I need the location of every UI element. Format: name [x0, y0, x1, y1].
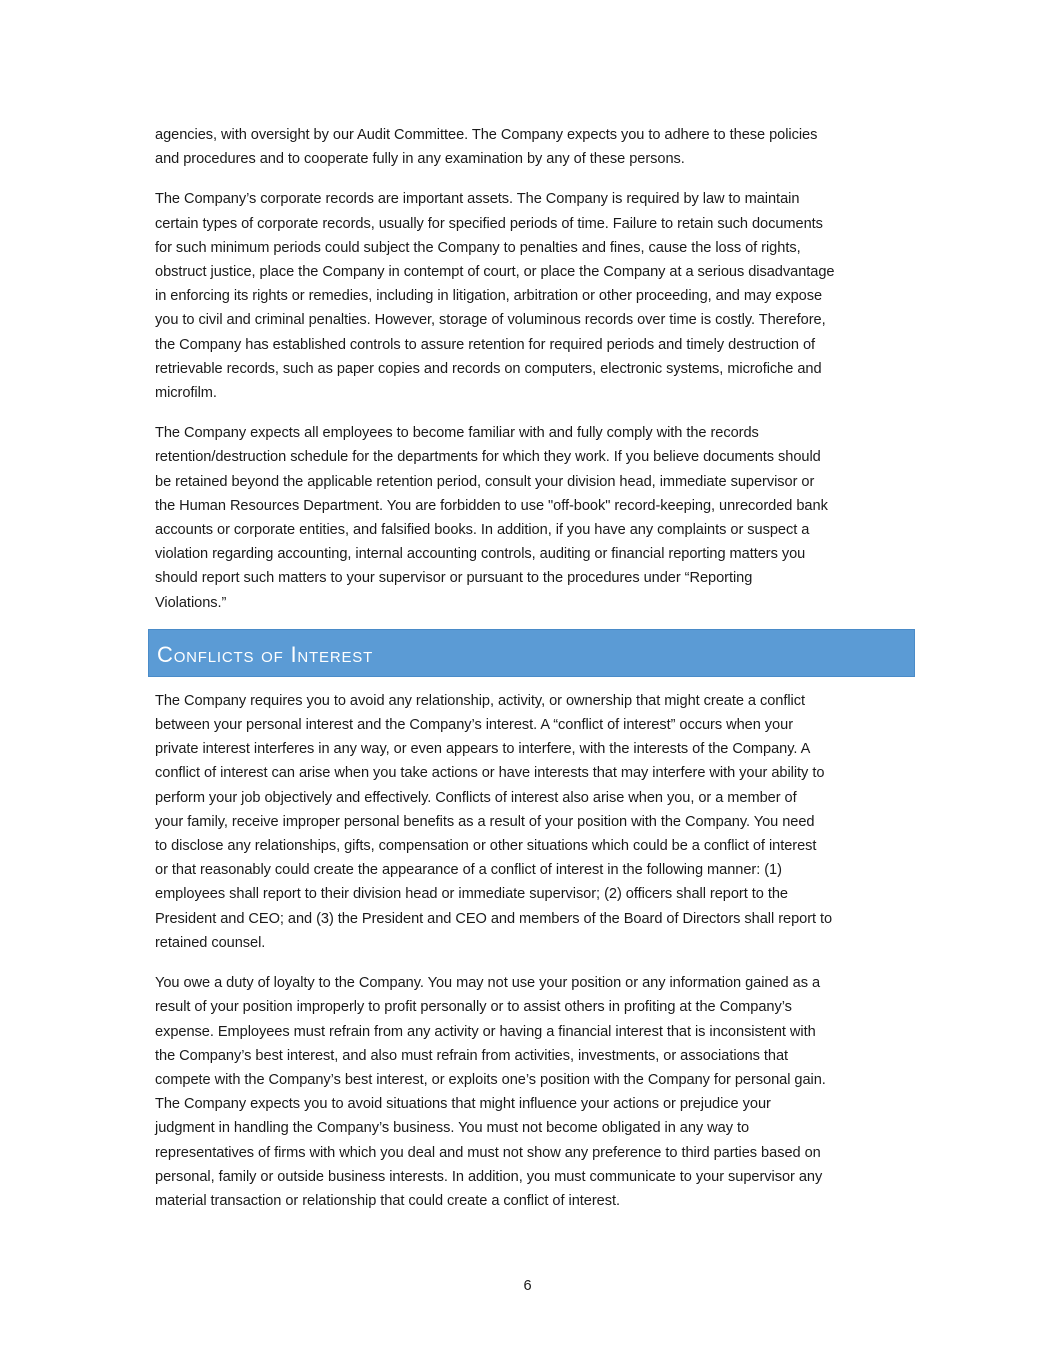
- section-heading: Conflicts of Interest: [157, 641, 374, 667]
- text-line: retrievable records, such as paper copies and records on computers, electronic systems, microfiche and: [155, 360, 822, 377]
- text-line: certain types of corporate records, usually for specified periods of time. Failure to retain such documents: [155, 215, 823, 232]
- paragraph-corporate-records: [155, 187, 915, 405]
- paragraph-records-retention: [155, 421, 915, 615]
- text-line: the Company has established controls to assure retention for required periods and timely destruction of: [155, 336, 816, 353]
- text-line: result of your position improperly to profit personally or to assist others in profiting at the Company’s: [155, 999, 792, 1016]
- text-line: the Company’s best interest, and also must refrain from activities, investments, or associations that: [155, 1047, 789, 1064]
- text-line: The Company’s corporate records are important assets. The Company is required by law to maintain: [155, 191, 800, 208]
- text-line: in enforcing its rights or remedies, including in litigation, arbitration or other proceeding, and may expose: [155, 288, 823, 305]
- text-line: private interest interferes in any way, or even appears to interfere, with the interests of the Company. A: [155, 741, 811, 758]
- text-line: conflict of interest can arise when you take actions or have interests that may interfere with your ability to: [155, 765, 825, 782]
- text-line: Violations.”: [155, 594, 227, 611]
- text-line: your family, receive improper personal benefits as a result of your position with the Company. You need: [155, 813, 815, 830]
- paragraph-audit-oversight: [155, 123, 915, 171]
- text-line: expense. Employees must refrain from any activity or having a financial interest that is inconsistent with: [155, 1023, 816, 1040]
- text-line: The Company expects all employees to become familiar with and fully comply with the records: [155, 425, 759, 442]
- paragraph-conflict-definition: [155, 689, 915, 955]
- text-line: and procedures and to cooperate fully in any examination by any of these persons.: [155, 151, 685, 168]
- text-line: The Company requires you to avoid any relationship, activity, or ownership that might create a conflict: [155, 692, 806, 709]
- text-line: to disclose any relationships, gifts, compensation or other situations which could be a conflict of interest: [155, 838, 817, 855]
- text-line: compete with the Company’s best interest, or exploits one’s position with the Company for personal gain.: [155, 1071, 826, 1088]
- text-line: President and CEO; and (3) the President and CEO and members of the Board of Directors shall report to: [155, 910, 833, 927]
- text-line: agencies, with oversight by our Audit Committee. The Company expects you to adhere to these policies: [155, 127, 818, 143]
- text-line: violation regarding accounting, internal accounting controls, auditing or financial reporting matters you: [155, 546, 806, 563]
- page-content: [155, 123, 915, 1213]
- text-line: perform your job objectively and effectively. Conflicts of interest also arise when you, or a member of: [155, 789, 797, 806]
- text-line: representatives of firms with which you deal and must not show any preference to third parties based on: [155, 1144, 821, 1161]
- text-line: accounts or corporate entities, and falsified books. In addition, if you have any complaints or suspect a: [155, 522, 810, 539]
- text-line: the Human Resources Department. You are forbidden to use "off-book" record-keeping, unrecorded bank: [155, 497, 828, 514]
- text-line: be retained beyond the applicable retention period, consult your division head, immediate supervisor or: [155, 473, 815, 490]
- section-heading-bar: [148, 629, 915, 677]
- page-number: 6: [523, 1278, 532, 1294]
- text-line: The Company expects you to avoid situations that might influence your actions or prejudice your: [155, 1096, 771, 1113]
- text-line: material transaction or relationship that could create a conflict of interest.: [155, 1192, 620, 1209]
- text-line: employees shall report to their division head or immediate supervisor; (2) officers shall report to the: [155, 886, 788, 903]
- text-line: between your personal interest and the Company’s interest. A “conflict of interest” occurs when your: [155, 717, 794, 734]
- text-line: or that reasonably could create the appearance of a conflict of interest in the following manner: (1): [155, 862, 782, 879]
- text-line: personal, family or outside business interests. In addition, you must communicate to your supervisor any: [155, 1168, 823, 1185]
- text-line: microfilm.: [155, 385, 217, 402]
- text-line: obstruct justice, place the Company in contempt of court, or place the Company at a serious disadvantage: [155, 264, 835, 281]
- paragraph-duty-of-loyalty: [155, 971, 915, 1213]
- text-line: retention/destruction schedule for the departments for which they work. If you believe documents should: [155, 449, 821, 466]
- text-line: You owe a duty of loyalty to the Company. You may not use your position or any information gained as a: [155, 975, 821, 992]
- text-line: retained counsel.: [155, 934, 266, 951]
- text-line: should report such matters to your supervisor or pursuant to the procedures under “Reporting: [155, 570, 753, 587]
- text-line: judgment in handling the Company’s business. You must not become obligated in any way to: [155, 1120, 750, 1137]
- text-line: you to civil and criminal penalties. However, storage of voluminous records over time is costly. Therefore,: [155, 312, 826, 329]
- text-line: for such minimum periods could subject the Company to penalties and fines, cause the loss of rights,: [155, 239, 801, 256]
